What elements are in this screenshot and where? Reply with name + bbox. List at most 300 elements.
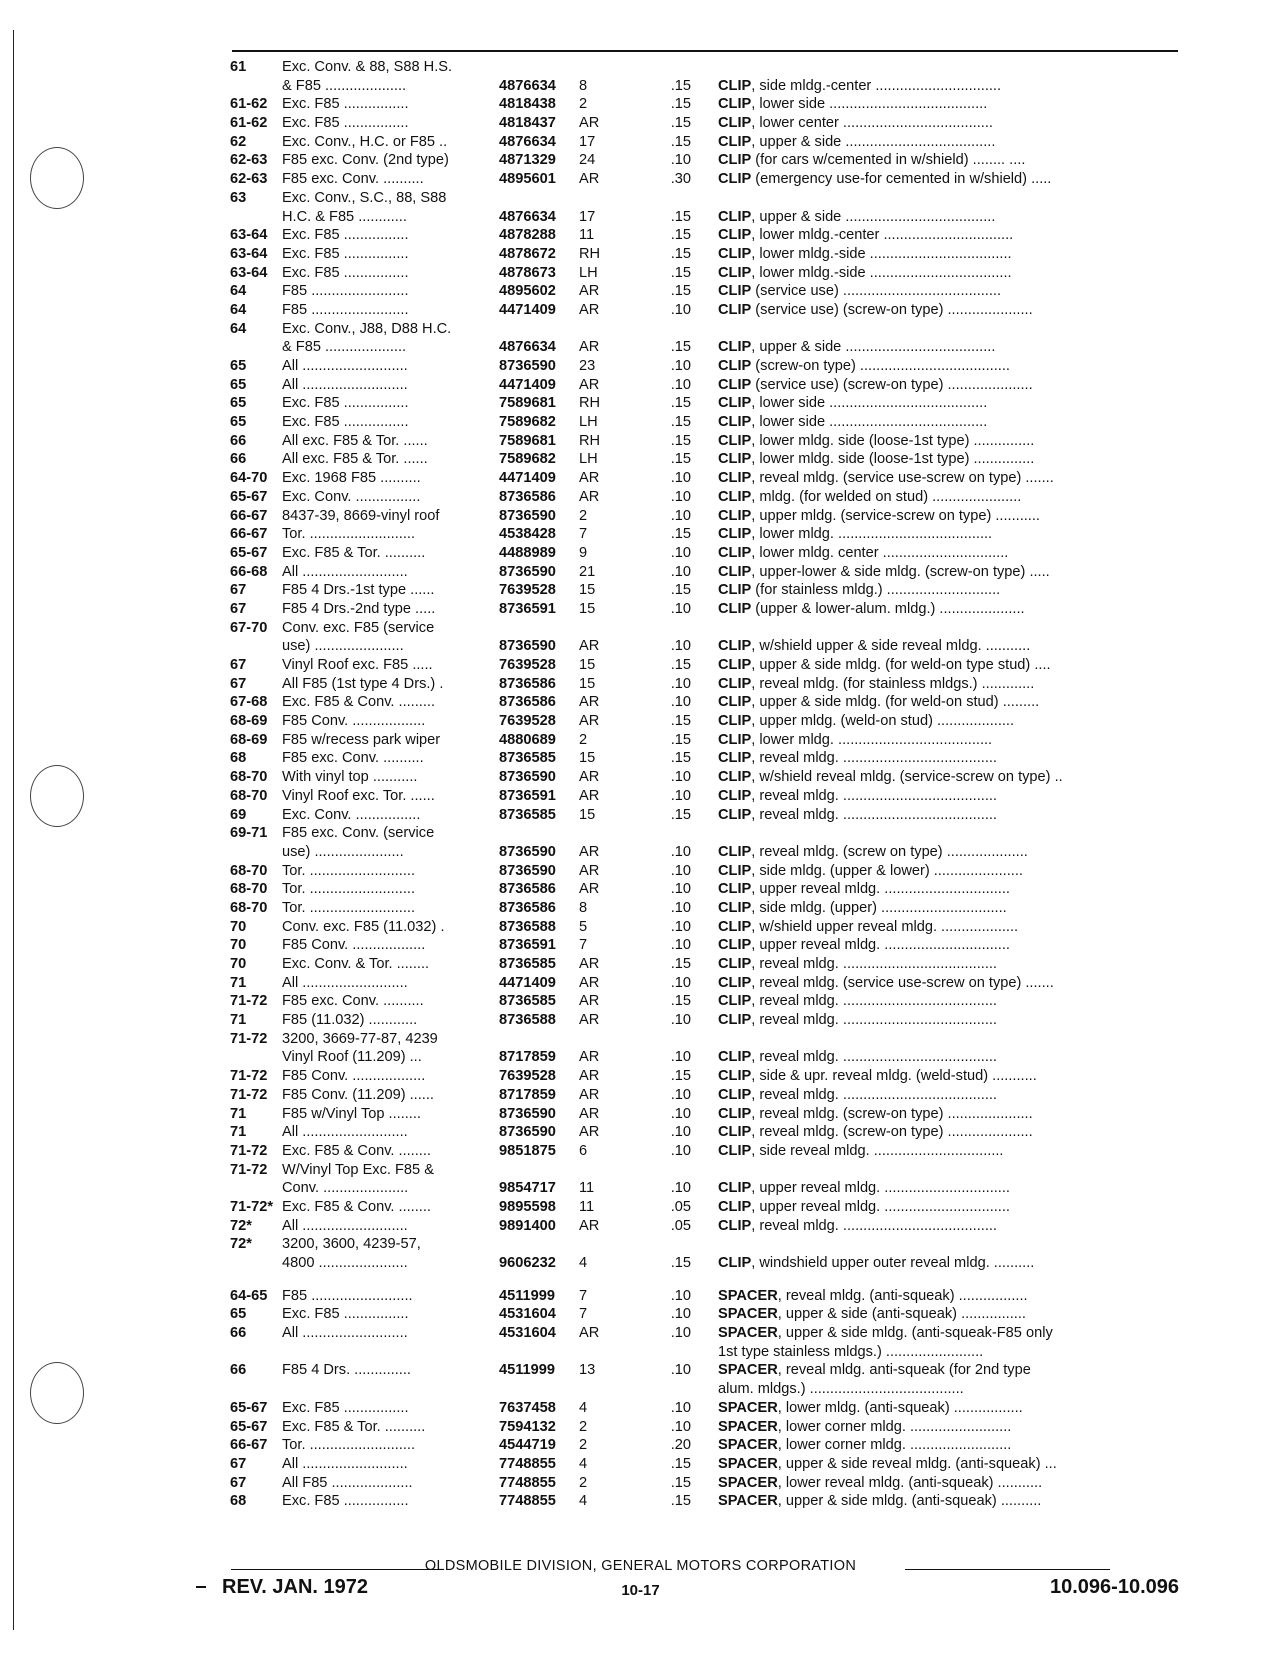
parts-row — [230, 1235, 1180, 1254]
quantity-cell: AR — [579, 470, 600, 487]
description-cell — [718, 637, 1170, 656]
parts-row — [230, 357, 1180, 376]
description-cell — [718, 1011, 1170, 1030]
description-cell — [718, 1492, 1170, 1511]
price-cell: .10 — [670, 1362, 691, 1379]
part-name: CLIP — [718, 956, 752, 972]
year-cell: 62-63 — [230, 171, 268, 188]
application-cell: F85 ........................ — [282, 283, 409, 300]
description-text: , upper reveal mldg. ............................... — [751, 937, 1010, 954]
price-cell: .15 — [670, 414, 691, 431]
quantity-cell: LH — [579, 414, 598, 431]
quantity-cell: RH — [579, 245, 601, 262]
description-cell — [718, 357, 1170, 376]
part-name: CLIP — [718, 133, 752, 150]
section-gap — [230, 1273, 1180, 1287]
description-text: , lower center ..................................... — [751, 115, 993, 132]
application-cell: F85 Conv. (11.209) ...... — [282, 1086, 434, 1103]
application-cell: All F85 (1st type 4 Drs.) . — [282, 675, 444, 692]
part-name: CLIP — [718, 376, 752, 393]
price-cell: .15 — [670, 77, 691, 94]
description-cell — [718, 282, 1170, 301]
description-cell — [718, 1086, 1170, 1105]
part-number-cell: 8717859 — [499, 1086, 556, 1103]
year-cell: 71-72 — [230, 993, 268, 1010]
parts-row — [230, 320, 1180, 339]
quantity-cell: AR — [579, 1049, 600, 1066]
part-number-cell: 9891400 — [499, 1217, 556, 1234]
application-cell: F85 exc. Conv. (2nd type) — [282, 152, 449, 169]
part-name: CLIP — [718, 507, 752, 524]
price-cell: .10 — [670, 899, 691, 916]
description-cell — [718, 525, 1170, 544]
application-cell: use) ...................... — [282, 638, 404, 655]
year-cell: 72* — [230, 1236, 252, 1253]
price-cell: .30 — [670, 171, 691, 188]
parts-row — [230, 133, 1180, 152]
price-cell: .15 — [670, 96, 691, 113]
part-name: CLIP — [718, 470, 752, 487]
part-number-cell: 8736588 — [499, 1012, 556, 1029]
quantity-cell: AR — [579, 1217, 600, 1234]
part-number-cell: 8736588 — [499, 918, 556, 935]
description-text: , side reveal mldg. ................................ — [751, 1142, 1004, 1159]
part-name: CLIP — [718, 1180, 752, 1197]
description-cell — [718, 338, 1170, 357]
parts-row — [230, 581, 1180, 600]
part-number-cell: 8736586 — [499, 488, 556, 505]
part-number-cell: 8736585 — [499, 993, 556, 1010]
part-number-cell — [499, 320, 579, 339]
part-name: CLIP — [718, 582, 752, 599]
price-cell: .15 — [670, 731, 691, 748]
part-name: SPACER — [718, 1474, 778, 1491]
price-cell: .10 — [670, 862, 691, 879]
application-cell — [282, 1380, 499, 1399]
part-name: CLIP — [718, 283, 752, 300]
application-cell: F85 Conv. .................. — [282, 937, 426, 954]
application-cell: All .......................... — [282, 974, 408, 991]
part-number-cell: 4878672 — [499, 245, 556, 262]
part-number-cell: 8736590 — [499, 1105, 556, 1122]
parts-row — [230, 1198, 1180, 1217]
part-name: CLIP — [718, 339, 752, 356]
year-cell: 66 — [230, 451, 247, 468]
punch-hole-bottom — [30, 1362, 84, 1424]
price-cell: .15 — [670, 526, 691, 543]
part-name: CLIP — [718, 301, 752, 318]
parts-row — [230, 1455, 1180, 1474]
year-cell: 67-68 — [230, 694, 268, 711]
parts-row — [230, 1343, 1180, 1362]
quantity-cell: AR — [579, 862, 600, 879]
part-number-cell — [499, 1030, 579, 1049]
price-cell — [639, 320, 691, 339]
description-text: , upper reveal mldg. ............................... — [751, 1198, 1010, 1215]
application-cell: Exc. F85 & Conv. ......... — [282, 694, 436, 711]
footer-title: OLDSMOBILE DIVISION, GENERAL MOTORS CORPORATION — [424, 1558, 857, 1574]
parts-row — [230, 488, 1180, 507]
application-cell: F85 ......................... — [282, 1287, 413, 1304]
quantity-cell: AR — [579, 488, 600, 505]
year-cell: 65-67 — [230, 544, 268, 561]
description-text: (service use) ....................................... — [751, 283, 1002, 300]
description-cell — [718, 1305, 1170, 1324]
application-cell: All .......................... — [282, 563, 408, 580]
description-text: , upper & side ..................................... — [751, 133, 996, 150]
description-cell — [718, 1343, 1170, 1362]
parts-row — [230, 862, 1180, 881]
quantity-cell: AR — [579, 881, 600, 898]
parts-row — [230, 1492, 1180, 1511]
year-cell: 65 — [230, 376, 247, 393]
price-cell: .15 — [670, 432, 691, 449]
part-name: CLIP — [718, 1255, 752, 1271]
application-cell: Exc. Conv., H.C. or F85 .. — [282, 133, 448, 150]
description-text: , reveal mldg. ...................................... — [751, 1217, 997, 1234]
application-cell: F85 exc. Conv. (service — [282, 825, 435, 842]
part-number-cell: 9895598 — [499, 1198, 556, 1215]
description-cell — [718, 1418, 1170, 1437]
year-cell: 65-67 — [230, 1399, 268, 1416]
quantity-cell: 24 — [579, 152, 596, 169]
application-cell: F85 (11.032) ............ — [282, 1012, 418, 1029]
part-number-cell: 4471409 — [499, 974, 556, 991]
parts-row — [230, 1436, 1180, 1455]
price-cell: .05 — [670, 1198, 691, 1215]
price-cell: .10 — [670, 937, 691, 954]
price-cell: .15 — [670, 657, 691, 673]
application-cell: Exc. F85 ................ — [282, 227, 409, 244]
year-cell: 68-70 — [230, 769, 268, 786]
description-cell — [718, 1287, 1170, 1306]
part-name: CLIP — [718, 787, 752, 804]
section-code: 10.096-10.096 — [1049, 1576, 1179, 1598]
quantity-cell — [579, 1030, 639, 1049]
description-cell — [718, 675, 1170, 694]
application-cell: Exc. Conv., S.C., 88, S88 — [282, 189, 447, 206]
price-cell — [639, 619, 691, 638]
price-cell: .10 — [670, 600, 691, 617]
price-cell: .10 — [670, 843, 691, 860]
description-text: , lower side ....................................... — [751, 96, 988, 113]
application-cell: All .......................... — [282, 358, 408, 374]
price-cell: .10 — [670, 1012, 691, 1029]
parts-row — [230, 1217, 1180, 1236]
parts-row — [230, 301, 1180, 320]
application-cell: All exc. F85 & Tor. ...... — [282, 432, 428, 449]
year-cell: 64 — [230, 283, 247, 300]
parts-row — [230, 1399, 1180, 1418]
quantity-cell — [579, 824, 639, 843]
year-cell: 64-70 — [230, 470, 268, 487]
part-name: CLIP — [718, 451, 752, 468]
description-text: , lower mldg. center ............................... — [751, 544, 1009, 561]
parts-row — [230, 507, 1180, 526]
description-cell — [718, 768, 1170, 787]
price-cell — [639, 189, 691, 208]
application-cell: Exc. Conv. ................ — [282, 488, 421, 505]
part-number-cell: 8717859 — [499, 1049, 556, 1066]
application-cell: F85 4 Drs.-2nd type ..... — [282, 600, 436, 617]
description-cell — [718, 1254, 1170, 1273]
part-number-cell: 7589681 — [499, 395, 556, 412]
quantity-cell: 15 — [579, 600, 596, 617]
price-cell: .20 — [670, 1437, 691, 1454]
application-cell: Conv. exc. F85 (service — [282, 619, 435, 636]
part-name: CLIP — [718, 96, 752, 113]
part-number-cell: 7637458 — [499, 1399, 556, 1416]
price-cell: .10 — [670, 358, 691, 374]
header-rule — [232, 50, 1178, 52]
price-cell — [639, 824, 691, 843]
part-name: CLIP — [718, 918, 752, 935]
quantity-cell: AR — [579, 283, 600, 300]
description-text: , upper & side ..................................... — [751, 208, 996, 225]
part-number-cell: 8736591 — [499, 600, 556, 617]
description-text: , upper mldg. (service-screw on type) ........... — [751, 507, 1040, 524]
quantity-cell — [579, 189, 639, 208]
part-name: CLIP — [718, 937, 752, 954]
year-cell: 65-67 — [230, 488, 268, 505]
description-cell — [718, 1399, 1170, 1418]
description-text: , reveal mldg. (anti-squeak) ................. — [777, 1287, 1028, 1304]
parts-row — [230, 824, 1180, 843]
parts-row — [230, 1474, 1180, 1493]
part-name: SPACER — [718, 1455, 778, 1472]
price-cell: .10 — [670, 1049, 691, 1066]
quantity-cell: 4 — [579, 1399, 588, 1416]
application-cell: Exc. F85 ................ — [282, 1306, 409, 1323]
application-cell: Exc. Conv., J88, D88 H.C. — [282, 320, 452, 337]
description-cell — [718, 301, 1170, 320]
parts-row — [230, 749, 1180, 768]
part-number-cell: 8736586 — [499, 899, 556, 916]
description-text: , reveal mldg. ...................................... — [751, 1012, 997, 1029]
part-number-cell: 4531604 — [499, 1325, 556, 1342]
description-text: , lower mldg.-side ................................... — [751, 264, 1012, 281]
price-cell: .10 — [670, 769, 691, 786]
application-cell: Tor. .......................... — [282, 1437, 415, 1454]
price-cell: .15 — [670, 283, 691, 300]
part-number-cell: 4818437 — [499, 115, 556, 132]
year-cell: 65-67 — [230, 1418, 268, 1435]
part-number-cell — [499, 1235, 579, 1254]
price-cell: .15 — [670, 1068, 691, 1085]
quantity-cell: AR — [579, 339, 600, 356]
description-text: , reveal mldg. (screw-on type) ..................... — [751, 1124, 1033, 1141]
application-cell: 3200, 3669-77-87, 4239 — [282, 1030, 438, 1047]
price-cell: .10 — [670, 1325, 691, 1342]
quantity-cell: 15 — [579, 582, 596, 599]
parts-row — [230, 170, 1180, 189]
part-number-cell: 7589682 — [499, 414, 556, 431]
description-cell — [718, 488, 1170, 507]
description-cell — [718, 862, 1170, 881]
quantity-cell — [579, 1343, 639, 1362]
part-number-cell: 4471409 — [499, 470, 556, 487]
quantity-cell: 11 — [579, 227, 595, 244]
part-number-cell: 8736585 — [499, 956, 556, 972]
year-cell: 63-64 — [230, 264, 268, 281]
description-cell — [718, 394, 1170, 413]
application-cell: F85 exc. Conv. .......... — [282, 993, 424, 1010]
year-cell: 68-70 — [230, 787, 268, 804]
price-cell: .10 — [670, 1142, 691, 1159]
application-cell: Exc. F85 ................ — [282, 414, 409, 431]
price-cell: .10 — [670, 470, 691, 487]
price-cell: .10 — [670, 918, 691, 935]
application-cell: F85 Conv. .................. — [282, 713, 426, 730]
description-cell — [718, 806, 1170, 825]
price-cell: .10 — [670, 152, 691, 169]
quantity-cell: AR — [579, 115, 600, 132]
price-cell: .10 — [670, 1086, 691, 1103]
part-name: SPACER — [718, 1437, 778, 1454]
quantity-cell: 7 — [579, 1287, 588, 1304]
application-cell: Exc. F85 ................ — [282, 115, 409, 132]
application-cell: All .......................... — [282, 1455, 408, 1472]
part-name: CLIP — [718, 245, 752, 262]
parts-row — [230, 1324, 1180, 1343]
year-cell: 70 — [230, 937, 247, 954]
description-text: , w/shield upper reveal mldg. ................... — [751, 918, 1019, 935]
parts-row — [230, 544, 1180, 563]
part-name: CLIP — [718, 694, 752, 711]
description-text: , upper & side mldg. (anti-squeak-F85 only — [777, 1325, 1053, 1342]
description-cell — [718, 1048, 1170, 1067]
year-cell: 62-63 — [230, 152, 268, 169]
price-cell: .15 — [670, 582, 691, 599]
parts-row — [230, 1048, 1180, 1067]
parts-row — [230, 936, 1180, 955]
year-cell: 68 — [230, 750, 247, 767]
description-text: , lower mldg. side (loose-1st type) ............... — [751, 451, 1035, 468]
parts-row — [230, 95, 1180, 114]
part-number-cell: 8736591 — [499, 937, 556, 954]
part-name: CLIP — [718, 750, 752, 767]
parts-row — [230, 974, 1180, 993]
application-cell: Exc. F85 & Tor. .......... — [282, 1418, 426, 1435]
parts-row — [230, 77, 1180, 96]
quantity-cell: AR — [579, 171, 600, 188]
application-cell: All .......................... — [282, 1124, 408, 1141]
description-cell — [718, 1361, 1170, 1380]
description-cell — [718, 974, 1170, 993]
part-number-cell — [499, 58, 579, 77]
year-cell: 66-67 — [230, 1437, 268, 1454]
price-cell: .15 — [670, 750, 691, 767]
part-number-cell: 9851875 — [499, 1142, 556, 1159]
description-cell — [718, 1030, 1170, 1049]
part-name: CLIP — [718, 1198, 752, 1215]
part-number-cell: 8736590 — [499, 1124, 556, 1141]
application-cell: Tor. .......................... — [282, 526, 415, 543]
description-cell — [718, 936, 1170, 955]
parts-row — [230, 1030, 1180, 1049]
description-cell — [718, 544, 1170, 563]
description-text: , reveal mldg. (service use-screw on type) ....... — [751, 974, 1054, 991]
part-number-cell: 9854717 — [499, 1180, 556, 1197]
parts-row — [230, 114, 1180, 133]
description-cell — [718, 1198, 1170, 1217]
year-cell: 66 — [230, 1362, 247, 1379]
parts-row — [230, 1067, 1180, 1086]
part-number-cell: 7639528 — [499, 657, 556, 673]
quantity-cell: 2 — [579, 731, 588, 748]
parts-row — [230, 899, 1180, 918]
year-cell: 65 — [230, 395, 247, 412]
part-number-cell: 4876634 — [499, 133, 556, 150]
price-cell: .15 — [670, 133, 691, 150]
page-number: 10-17 — [621, 1582, 660, 1599]
quantity-cell: 15 — [579, 657, 596, 673]
description-text: , reveal mldg. ...................................... — [751, 787, 997, 804]
description-cell — [718, 208, 1170, 227]
description-cell — [718, 170, 1170, 189]
application-cell: 3200, 3600, 4239-57, — [282, 1236, 421, 1253]
application-cell: F85 4 Drs. .............. — [282, 1362, 411, 1379]
year-cell: 65 — [230, 1306, 247, 1323]
part-name: CLIP — [718, 1086, 752, 1103]
part-name: CLIP — [718, 1217, 752, 1234]
quantity-cell: 7 — [579, 937, 588, 954]
parts-list — [230, 58, 1180, 1511]
price-cell: .15 — [670, 115, 691, 132]
price-cell: .10 — [670, 1180, 691, 1197]
part-name: SPACER — [718, 1362, 778, 1379]
part-number-cell: 4871329 — [499, 152, 556, 169]
quantity-cell: AR — [579, 1068, 600, 1085]
part-number-cell: 4471409 — [499, 376, 556, 393]
description-cell — [718, 1179, 1170, 1198]
quantity-cell: 2 — [579, 1437, 588, 1454]
year-cell: 67 — [230, 657, 247, 673]
parts-row — [230, 1418, 1180, 1437]
price-cell: .10 — [670, 1124, 691, 1141]
description-cell — [718, 656, 1170, 675]
part-number-cell: 8736590 — [499, 843, 556, 860]
punch-hole-top — [30, 147, 84, 209]
quantity-cell: AR — [579, 993, 600, 1010]
year-cell: 71 — [230, 1012, 247, 1029]
part-number-cell — [499, 189, 579, 208]
parts-row — [230, 656, 1180, 675]
description-text: , side mldg.-center ............................... — [751, 77, 1002, 94]
application-cell: Exc. F85 ................ — [282, 96, 409, 113]
application-cell: Exc. F85 & Tor. .......... — [282, 544, 426, 561]
price-cell: .15 — [670, 245, 691, 262]
description-text: (service use) (screw-on type) ..................... — [751, 301, 1033, 318]
quantity-cell: 2 — [579, 507, 588, 524]
year-cell: 71 — [230, 1105, 247, 1122]
application-cell: F85 Conv. .................. — [282, 1068, 426, 1085]
year-cell — [230, 1343, 282, 1362]
part-number-cell: 4511999 — [499, 1362, 556, 1379]
parts-row — [230, 1105, 1180, 1124]
part-name: SPACER — [718, 1399, 778, 1416]
description-cell — [718, 469, 1170, 488]
part-name: CLIP — [718, 563, 752, 580]
price-cell — [639, 1380, 691, 1399]
parts-row — [230, 563, 1180, 582]
price-cell: .15 — [670, 1455, 691, 1472]
application-cell: Exc. F85 ................ — [282, 1399, 409, 1416]
quantity-cell — [579, 1380, 639, 1399]
part-number-cell: 8736590 — [499, 638, 556, 655]
description-cell — [718, 95, 1170, 114]
application-cell: Exc. Conv. & Tor. ........ — [282, 956, 430, 972]
